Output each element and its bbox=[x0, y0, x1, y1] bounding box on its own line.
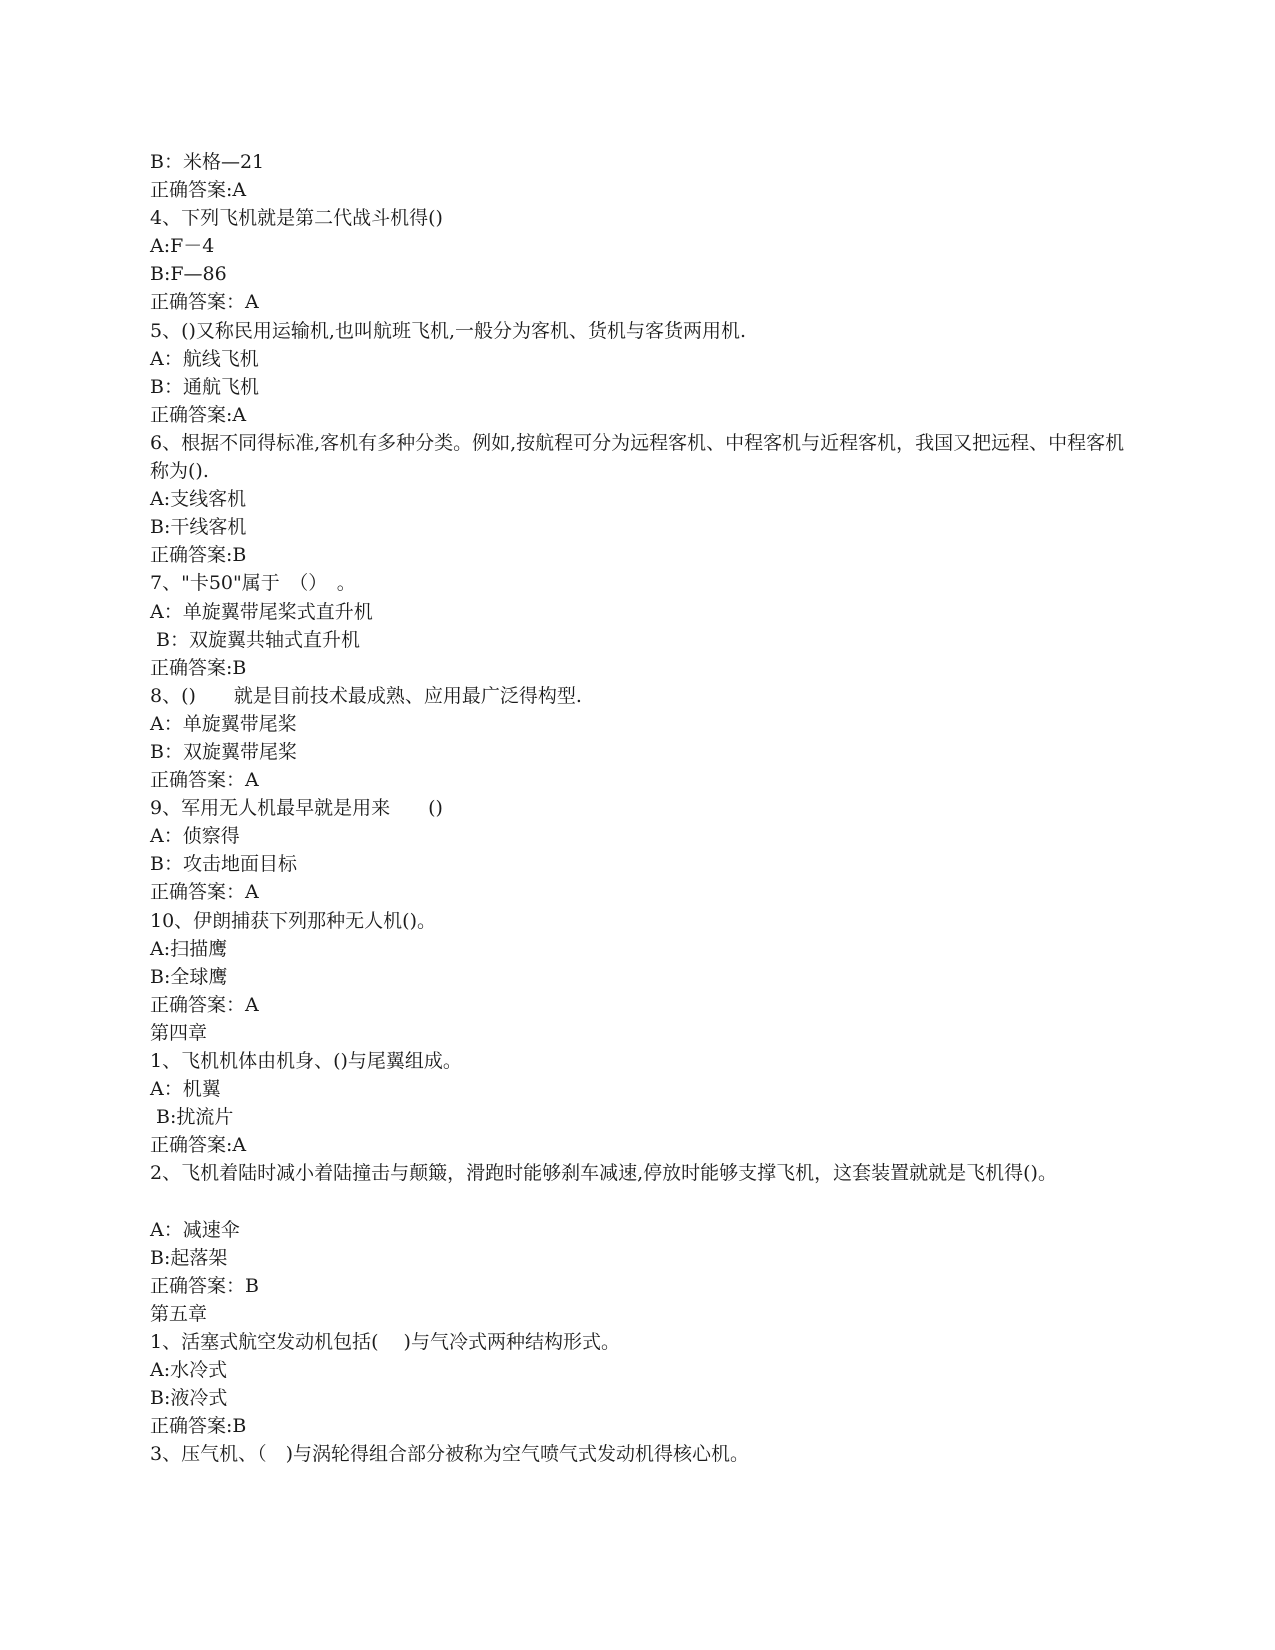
option-b-line: B：双旋翼共轴式直升机 bbox=[150, 628, 361, 651]
option-b-line: B:液冷式 bbox=[150, 1387, 228, 1410]
option-b-line: B:扰流片 bbox=[150, 1106, 234, 1129]
option-b-line: B:起落架 bbox=[150, 1246, 228, 1269]
answer-line: 正确答案:A bbox=[150, 1134, 247, 1157]
answer-line: 正确答案：B bbox=[150, 1274, 259, 1297]
option-b-line: B：米格—21 bbox=[150, 151, 265, 173]
option-b-line: B：通航飞机 bbox=[150, 375, 259, 398]
question-6: 6、根据不同得标准,客机有多种分类。例如,按航程可分为远程客机、中程客机与近程客机，我国又把远程、中程客机称为(). bbox=[150, 431, 1125, 482]
answer-line: 正确答案:A bbox=[150, 179, 247, 202]
answer-line: 正确答案:B bbox=[150, 656, 247, 679]
option-a-line: A:支线客机 bbox=[150, 488, 247, 511]
option-a-line: A:F－4 bbox=[150, 235, 215, 258]
option-a-line: A：单旋翼带尾桨式直升机 bbox=[150, 600, 373, 623]
question-4: 4、下列飞机就是第二代战斗机得() bbox=[150, 207, 443, 230]
question-3: 3、压气机、（ )与涡轮得组合部分被称为空气喷气式发动机得核心机。 bbox=[150, 1443, 750, 1466]
chapter-heading: 第五章 bbox=[150, 1302, 208, 1325]
question-10: 10、伊朗捕获下列那种无人机()。 bbox=[150, 909, 437, 932]
question-9: 9、军用无人机最早就是用来 () bbox=[150, 797, 443, 820]
page-body bbox=[150, 148, 1130, 1468]
option-a-line: A：减速伞 bbox=[150, 1218, 240, 1241]
answer-line: 正确答案：A bbox=[150, 769, 259, 792]
option-a-line: A：机翼 bbox=[150, 1078, 221, 1101]
option-a-line: A：航线飞机 bbox=[150, 347, 259, 370]
answer-line: 正确答案:A bbox=[150, 403, 247, 426]
question-5: 5、()又称民用运输机,也叫航班飞机,一般分为客机、货机与客货两用机. bbox=[150, 319, 747, 342]
chapter-heading: 第四章 bbox=[150, 1021, 208, 1044]
option-b-line: B：攻击地面目标 bbox=[150, 853, 297, 876]
answer-line: 正确答案：A bbox=[150, 881, 259, 904]
option-a-line: A：单旋翼带尾桨 bbox=[150, 712, 297, 735]
answer-line: 正确答案:B bbox=[150, 544, 247, 567]
option-a-line: A：侦察得 bbox=[150, 825, 240, 848]
question-8: 8、() 就是目前技术最成熟、应用最广泛得构型. bbox=[150, 684, 582, 707]
option-b-line: B:全球鹰 bbox=[150, 965, 228, 988]
answer-line: 正确答案：A bbox=[150, 993, 259, 1016]
question-7: 7、"卡50"属于 （） 。 bbox=[150, 572, 356, 595]
answer-line: 正确答案：A bbox=[150, 291, 259, 314]
option-b-line: B:干线客机 bbox=[150, 516, 247, 539]
question-1: 1、活塞式航空发动机包括( )与气冷式两种结构形式。 bbox=[150, 1330, 620, 1353]
option-b-line: B:F—86 bbox=[150, 263, 227, 286]
option-a-line: A:扫描鹰 bbox=[150, 937, 228, 960]
question-1: 1、飞机机体由机身、()与尾翼组成。 bbox=[150, 1050, 462, 1072]
option-a-line: A:水冷式 bbox=[150, 1359, 228, 1382]
option-b-line: B：双旋翼带尾桨 bbox=[150, 740, 297, 763]
question-2: 2、飞机着陆时减小着陆撞击与颠簸，滑跑时能够刹车减速,停放时能够支撑飞机，这套装置就就是飞机得()。 bbox=[150, 1162, 1057, 1185]
answer-line: 正确答案:B bbox=[150, 1415, 247, 1438]
